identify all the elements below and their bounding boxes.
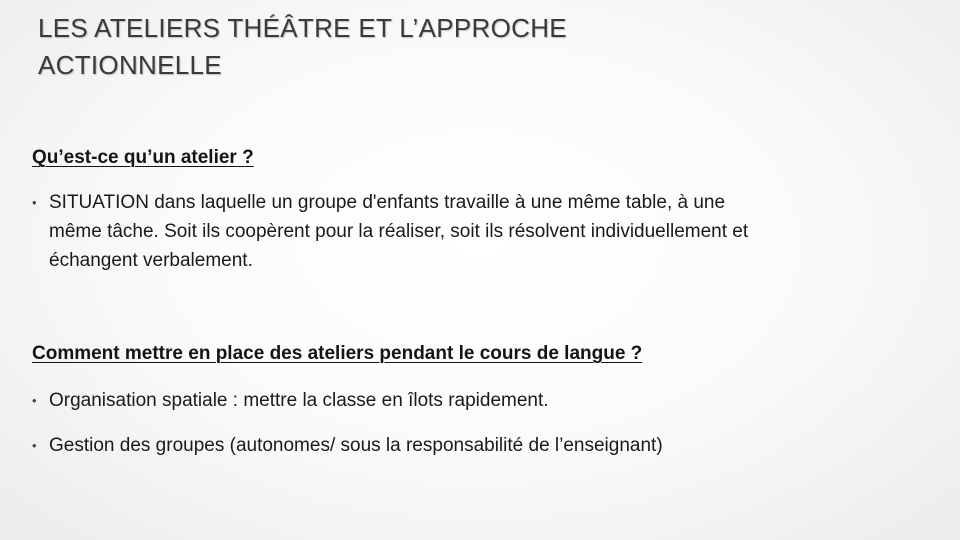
- bullet-line: même tâche. Soit ils coopèrent pour la réaliser, soit ils résolvent individuellement et: [49, 221, 749, 242]
- bullet-marker: •: [32, 438, 37, 453]
- bullet-line: échangent verbalement.: [49, 250, 253, 271]
- bullet-situation: [32, 188, 932, 275]
- bullet-marker: •: [32, 393, 37, 408]
- slide-title-line-2: ACTIONNELLE: [38, 50, 222, 80]
- bullet-text: [49, 188, 748, 275]
- section-heading-comment: Comment mettre en place des ateliers pendant le cours de langue ?: [32, 343, 643, 364]
- bullet-gestion: [32, 431, 663, 460]
- bullet-line: SITUATION dans laquelle un groupe d'enfants travaille à une même table, à une: [49, 192, 726, 213]
- bullet-text: Organisation spatiale : mettre la classe en îlots rapidement.: [49, 390, 549, 411]
- bullet-text: Gestion des groupes (autonomes/ sous la responsabilité de l’enseignant): [49, 435, 663, 456]
- slide-title: [38, 10, 898, 84]
- section-heading-atelier: Qu’est-ce qu’un atelier ?: [32, 147, 254, 168]
- slide-title-line-1: LES ATELIERS THÉÂTRE ET L’APPROCHE: [38, 13, 567, 43]
- bullet-organisation: [32, 386, 549, 415]
- bullet-marker: •: [32, 195, 37, 210]
